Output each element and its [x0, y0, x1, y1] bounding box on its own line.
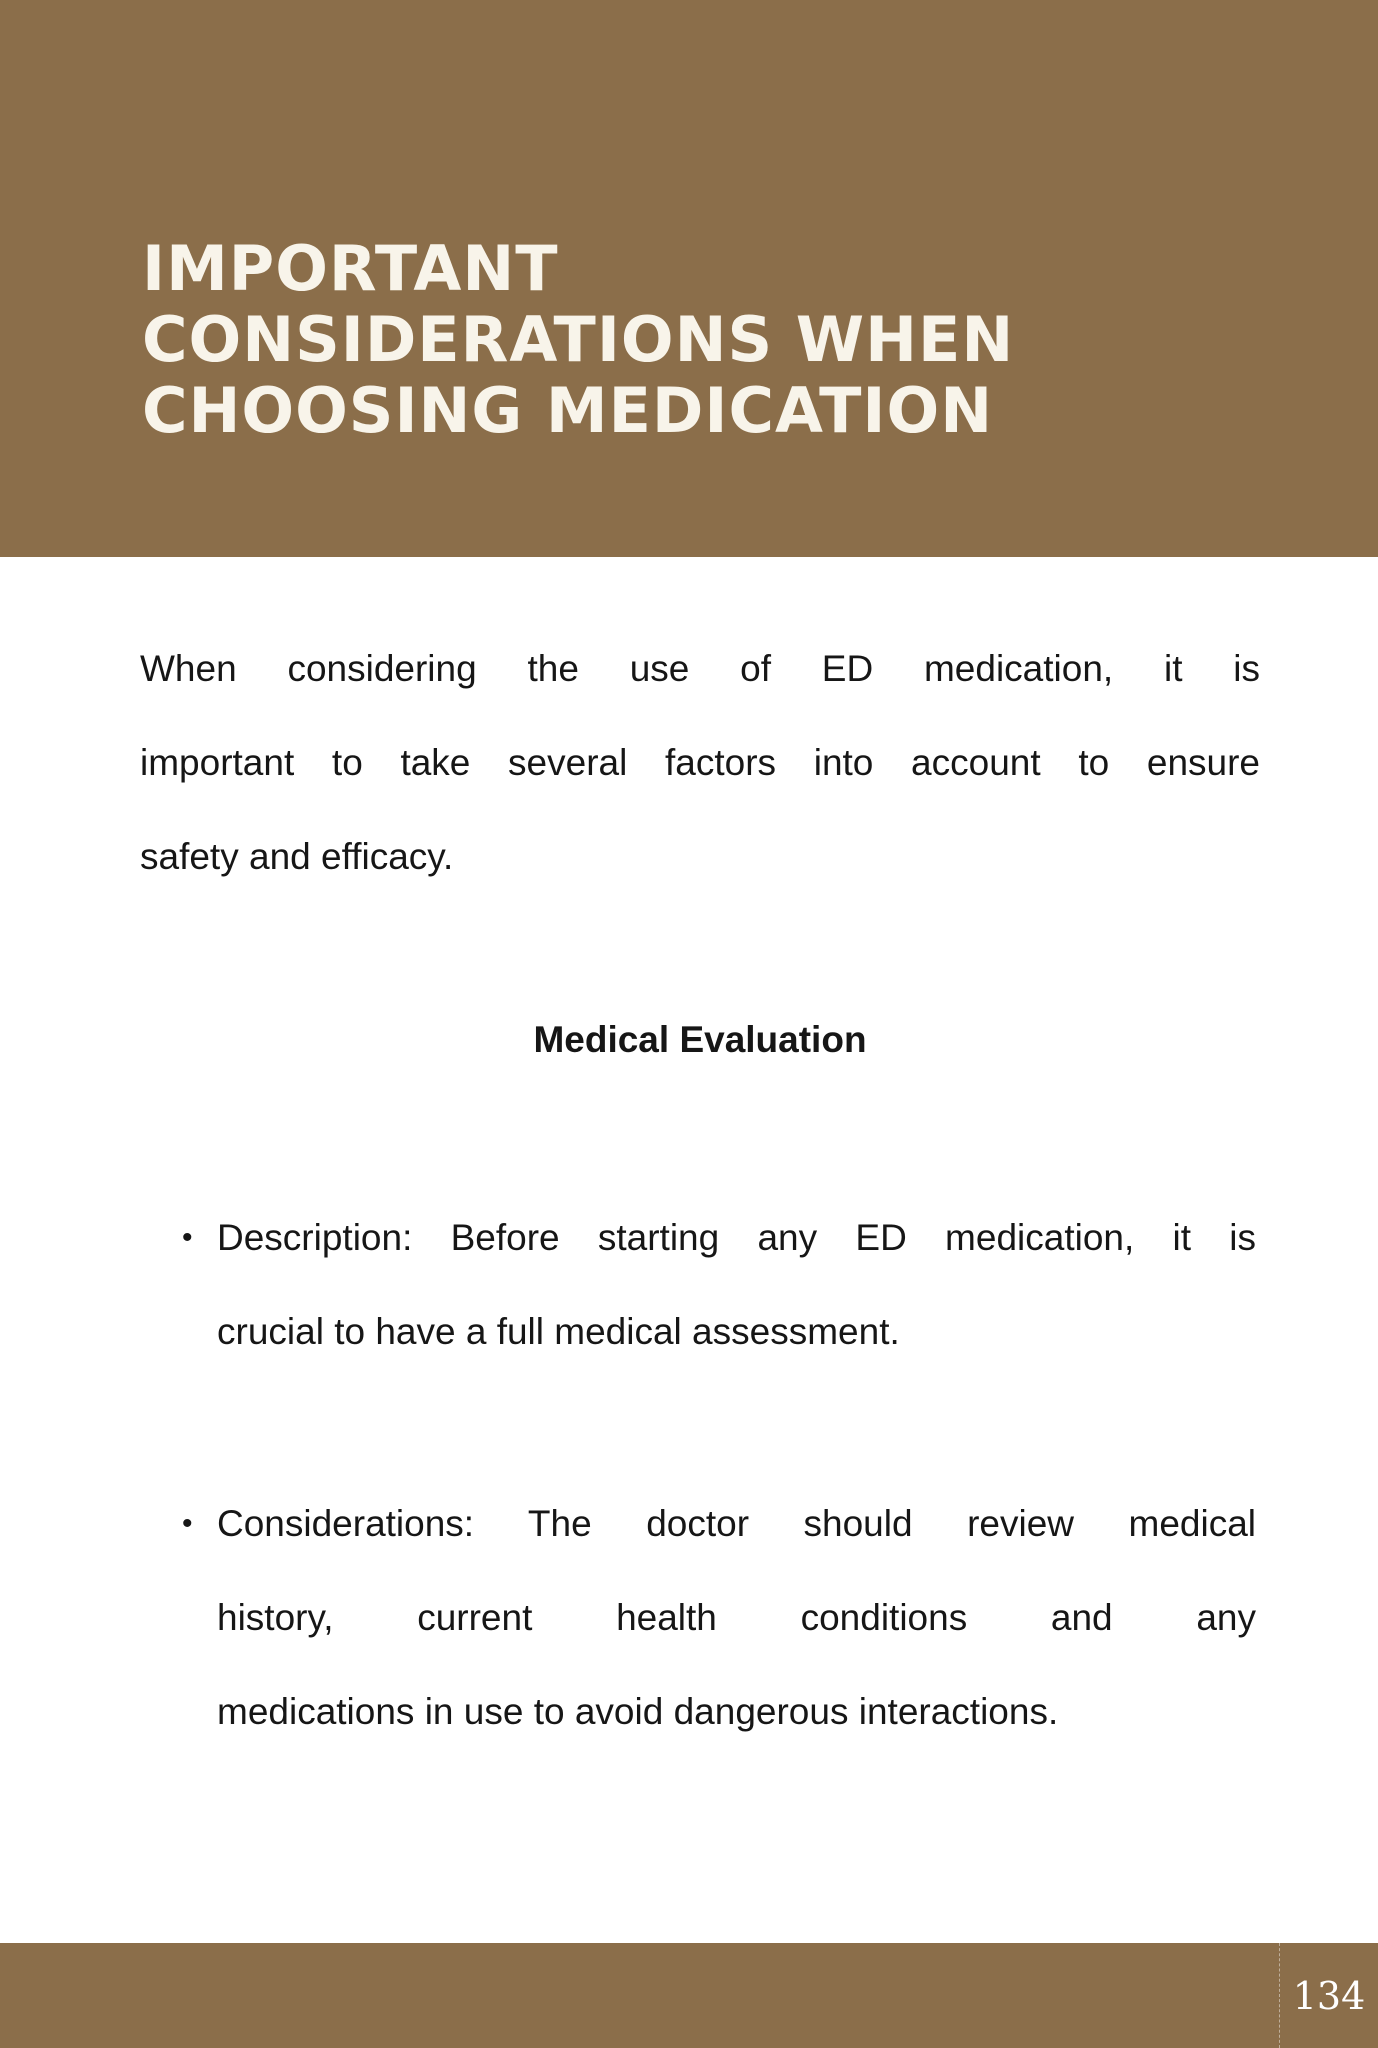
bullet-item-considerations: [180, 1477, 1256, 1759]
bullet-text: [217, 1477, 1256, 1759]
paragraph-line: When considering the use of ED medication, it is: [140, 648, 1260, 689]
page-number: 134: [1292, 1973, 1366, 2018]
bullet-line: medications in use to avoid dangerous interactions.: [217, 1691, 1059, 1732]
bullet-dot-icon: •: [182, 1221, 193, 1254]
title-line-3: CHOOSING MEDICATION: [142, 374, 994, 447]
bullet-line: crucial to have a full medical assessment.: [217, 1311, 900, 1352]
bullet-line: history, current health conditions and any: [217, 1597, 1256, 1638]
bullet-dot-icon: •: [182, 1507, 193, 1540]
title-line-1: IMPORTANT: [142, 232, 559, 305]
page-header-banner: [0, 0, 1378, 557]
paragraph-line: important to take several factors into account to ensure: [140, 742, 1260, 783]
section-heading: Medical Evaluation: [533, 1019, 867, 1060]
paragraph-line: safety and efficacy.: [140, 836, 454, 877]
title-line-2: CONSIDERATIONS WHEN: [142, 303, 1015, 376]
bullet-text: [217, 1191, 1256, 1379]
bullet-line: Considerations: The doctor should review medical: [217, 1503, 1256, 1544]
intro-paragraph: [140, 622, 1260, 904]
page-number-box: [1280, 1943, 1378, 2048]
bullet-item-description: [180, 1191, 1256, 1379]
page-title: [142, 233, 1322, 446]
page-footer-banner: [0, 1943, 1378, 2048]
bullet-line: Description: Before starting any ED medication, it is: [217, 1217, 1256, 1258]
